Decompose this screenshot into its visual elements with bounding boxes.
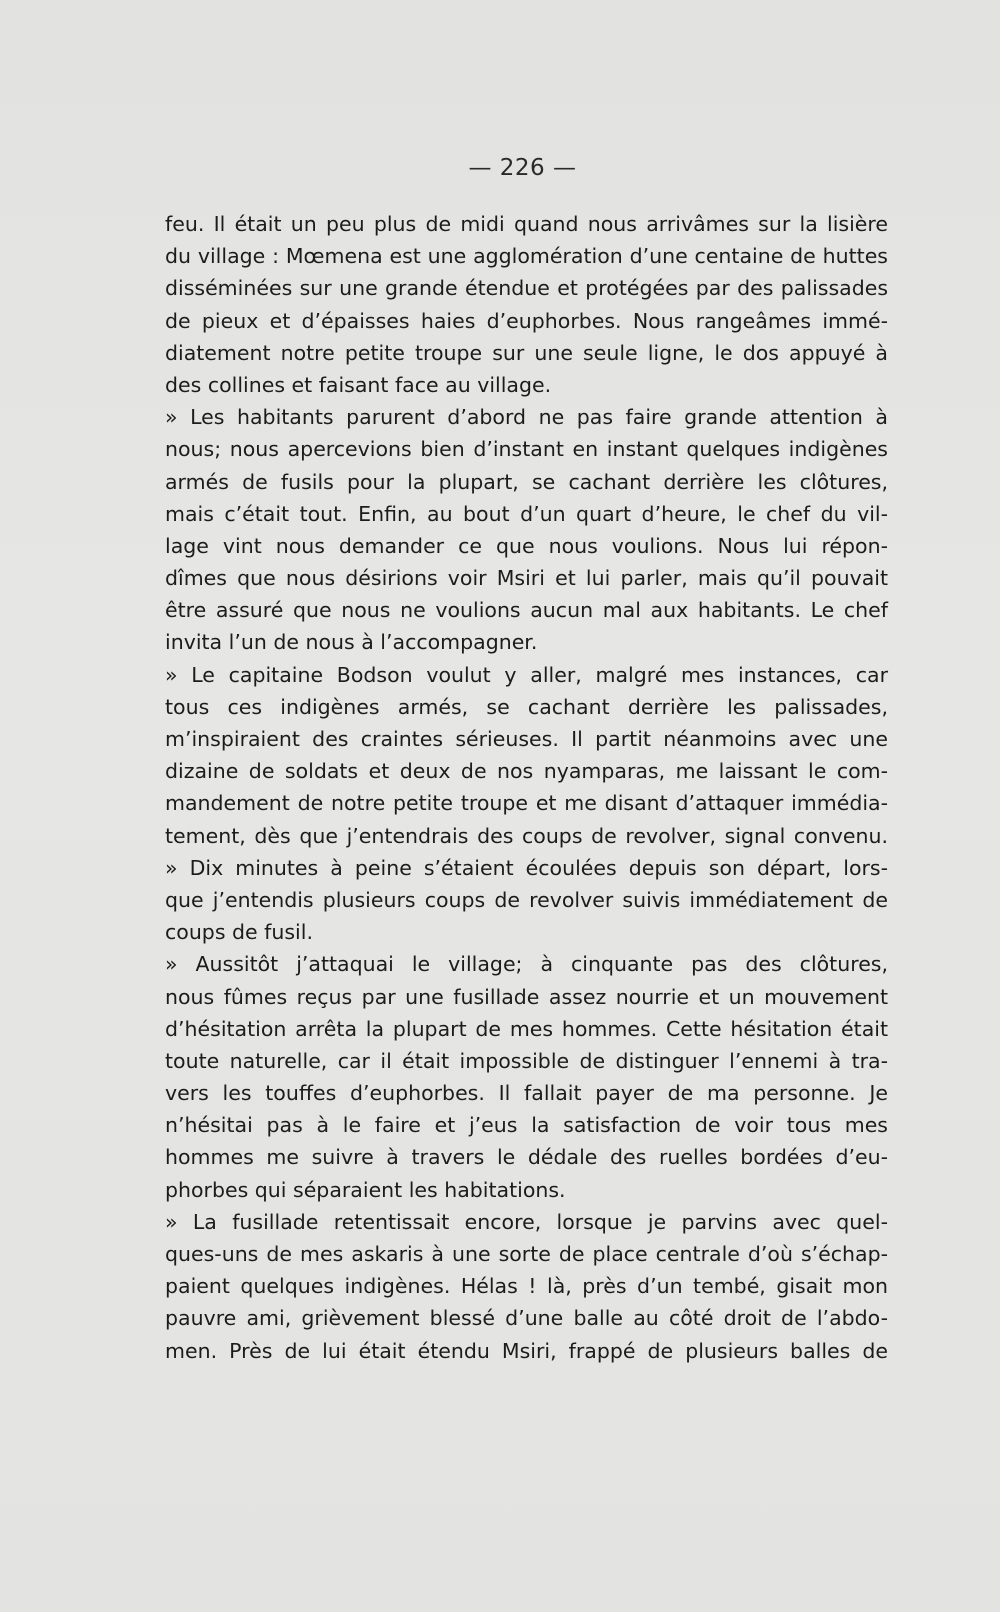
text-line: men. Près de lui était étendu Msiri, frappé de plusieurs balles de — [165, 1338, 888, 1363]
text-line: coups de fusil. — [165, 920, 313, 945]
text-line: » Les habitants parurent d’abord ne pas faire grande attention à — [165, 405, 888, 430]
page-number: — 226 — — [468, 155, 577, 181]
text-line: mandement de notre petite troupe et me disant d’attaquer immédia- — [165, 791, 888, 816]
text-line: être assuré que nous ne voulions aucun mal aux habitants. Le chef — [165, 598, 888, 623]
text-line: » Le capitaine Bodson voulut y aller, malgré mes instances, car — [165, 662, 888, 687]
text-line: » Dix minutes à peine s’étaient écoulées depuis son départ, lors- — [165, 855, 888, 880]
text-line: m’inspiraient des craintes sérieuses. Il partit néanmoins avec une — [165, 727, 888, 751]
text-line: armés de fusils pour la plupart, se cachant derrière les clôtures, — [165, 469, 888, 494]
text-line: vers les touffes d’euphorbes. Il fallait payer de ma personne. Je — [165, 1081, 888, 1106]
text-line: diatement notre petite troupe sur une seule ligne, le dos appuyé à — [165, 340, 888, 365]
text-line: » Aussitôt j’attaquai le village; à cinquante pas des clôtures, — [165, 952, 888, 977]
text-line: » La fusillade retentissait encore, lorsque je parvins avec quel- — [165, 1209, 888, 1234]
text-line: toute naturelle, car il était impossible de distinguer l’ennemi à tra- — [165, 1048, 888, 1073]
text-line: nous; nous apercevions bien d’instant en instant quelques indigènes — [165, 437, 888, 462]
text-line: tous ces indigènes armés, se cachant derrière les palissades, — [165, 694, 888, 719]
text-line: feu. Il était un peu plus de midi quand nous arrivâmes sur la lisière — [165, 212, 888, 236]
text-line: des collines et faisant face au village. — [165, 372, 552, 397]
text-line: tement, dès que j’entendrais des coups de revolver, signal convenu. — [165, 823, 888, 848]
text-line: paient quelques indigènes. Hélas ! là, près d’un tembé, gisait mon — [165, 1274, 888, 1299]
body-text — [165, 208, 888, 1367]
text-line: nous fûmes reçus par une fusillade assez nourrie et un mouvement — [165, 984, 888, 1009]
text-line: d’hésitation arrêta la plupart de mes hommes. Cette hésitation était — [165, 1016, 888, 1041]
text-line: hommes me suivre à travers le dédale des ruelles bordées d’eu- — [165, 1145, 888, 1170]
text-line: lage vint nous demander ce que nous voulions. Nous lui répon- — [165, 533, 888, 558]
text-line: ques-uns de mes askaris à une sorte de place centrale d’où s’échap- — [165, 1242, 888, 1266]
text-line: mais c’était tout. Enfin, au bout d’un quart d’heure, le chef du vil- — [165, 501, 888, 526]
text-line: que j’entendis plusieurs coups de revolver suivis immédiatement de — [165, 887, 888, 912]
text-line: invita l’un de nous à l’accompagner. — [165, 630, 538, 655]
text-line: dizaine de soldats et deux de nos nyamparas, me laissant le com- — [165, 759, 888, 784]
text-line: disséminées sur une grande étendue et protégées par des palissades — [165, 276, 888, 301]
text-line: du village : Mœmena est une agglomération d’une centaine de huttes — [165, 244, 888, 269]
text-line: phorbes qui séparaient les habitations. — [165, 1177, 566, 1202]
text-line: de pieux et d’épaisses haies d’euphorbes. Nous rangeâmes immé- — [165, 308, 888, 333]
text-line: pauvre ami, grièvement blessé d’une balle au côté droit de l’abdo- — [165, 1306, 888, 1331]
text-line: n’hésitai pas à le faire et j’eus la satisfaction de voir tous mes — [165, 1113, 888, 1138]
text-line: dîmes que nous désirions voir Msiri et lui parler, mais qu’il pouvait — [165, 566, 888, 591]
